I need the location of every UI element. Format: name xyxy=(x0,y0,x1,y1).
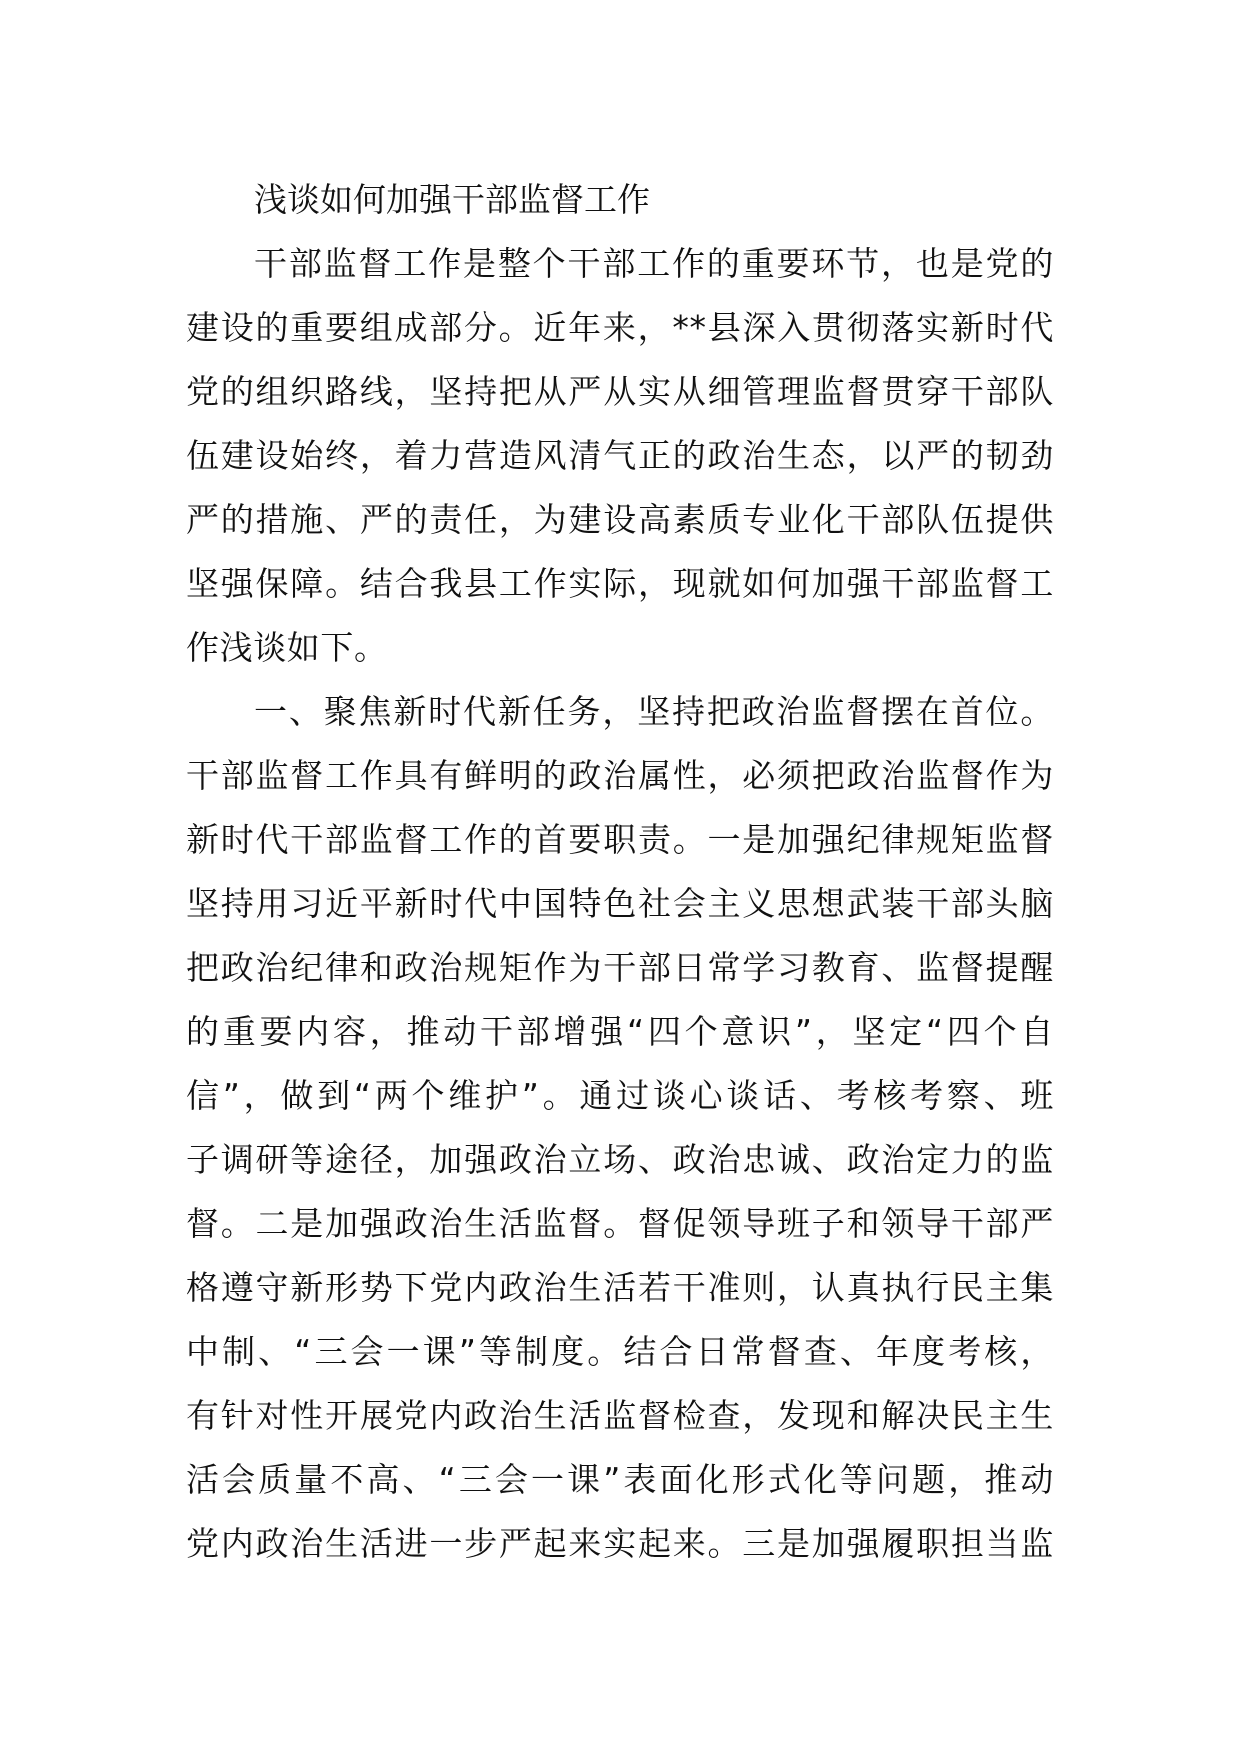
paragraph-line: 党的组织路线，坚持把从严从实从细管理监督贯穿干部队 xyxy=(186,372,1054,411)
paragraph-line: 督。二是加强政治生活监督。督促领导班子和领导干部严 xyxy=(186,1204,1054,1243)
section-heading-line: 一、聚焦新时代新任务，坚持把政治监督摆在首位。 xyxy=(254,692,1054,731)
paragraph-line: 伍建设始终，着力营造风清气正的政治生态，以严的韧劲 xyxy=(186,436,1054,475)
paragraph-line: 有针对性开展党内政治生活监督检查，发现和解决民主生 xyxy=(186,1396,1054,1435)
paragraph-line: 干部监督工作是整个干部工作的重要环节，也是党的 xyxy=(254,244,1054,283)
paragraph-line: 把政治纪律和政治规矩作为干部日常学习教育、监督提醒 xyxy=(186,948,1054,987)
paragraph-line: 的重要内容，推动干部增强“四个意识”，坚定“四个自 xyxy=(186,1012,1054,1051)
paragraph-line: 坚强保障。结合我县工作实际，现就如何加强干部监督工 xyxy=(186,564,1054,603)
paragraph-intro xyxy=(186,232,1054,680)
paragraph-line: 严的措施、严的责任，为建设高素质专业化干部队伍提供 xyxy=(186,500,1054,539)
paragraph-line: 干部监督工作具有鲜明的政治属性，必须把政治监督作为 xyxy=(186,756,1054,795)
paragraph-line: 新时代干部监督工作的首要职责。一是加强纪律规矩监督 xyxy=(186,820,1054,859)
document-body xyxy=(186,168,1054,1576)
paragraph-line: 格遵守新形势下党内政治生活若干准则，认真执行民主集 xyxy=(186,1268,1054,1307)
paragraph-line: 建设的重要组成部分。近年来，**县深入贯彻落实新时代 xyxy=(186,308,1054,347)
document-title: 浅谈如何加强干部监督工作 xyxy=(254,180,650,219)
paragraph-line: 中制、“三会一课”等制度。结合日常督查、年度考核， xyxy=(186,1332,1054,1371)
paragraph-line: 坚持用习近平新时代中国特色社会主义思想武装干部头脑 xyxy=(186,884,1054,923)
paragraph-line: 子调研等途径，加强政治立场、政治忠诚、政治定力的监 xyxy=(186,1140,1054,1179)
paragraph-section-one xyxy=(186,680,1054,1576)
paragraph-line: 作浅谈如下。 xyxy=(186,628,388,667)
paragraph-line: 党内政治生活进一步严起来实起来。三是加强履职担当监 xyxy=(186,1524,1054,1563)
paragraph-line: 活会质量不高、“三会一课”表面化形式化等问题，推动 xyxy=(186,1460,1054,1499)
paragraph-line: 信”，做到“两个维护”。通过谈心谈话、考核考察、班 xyxy=(186,1076,1054,1115)
